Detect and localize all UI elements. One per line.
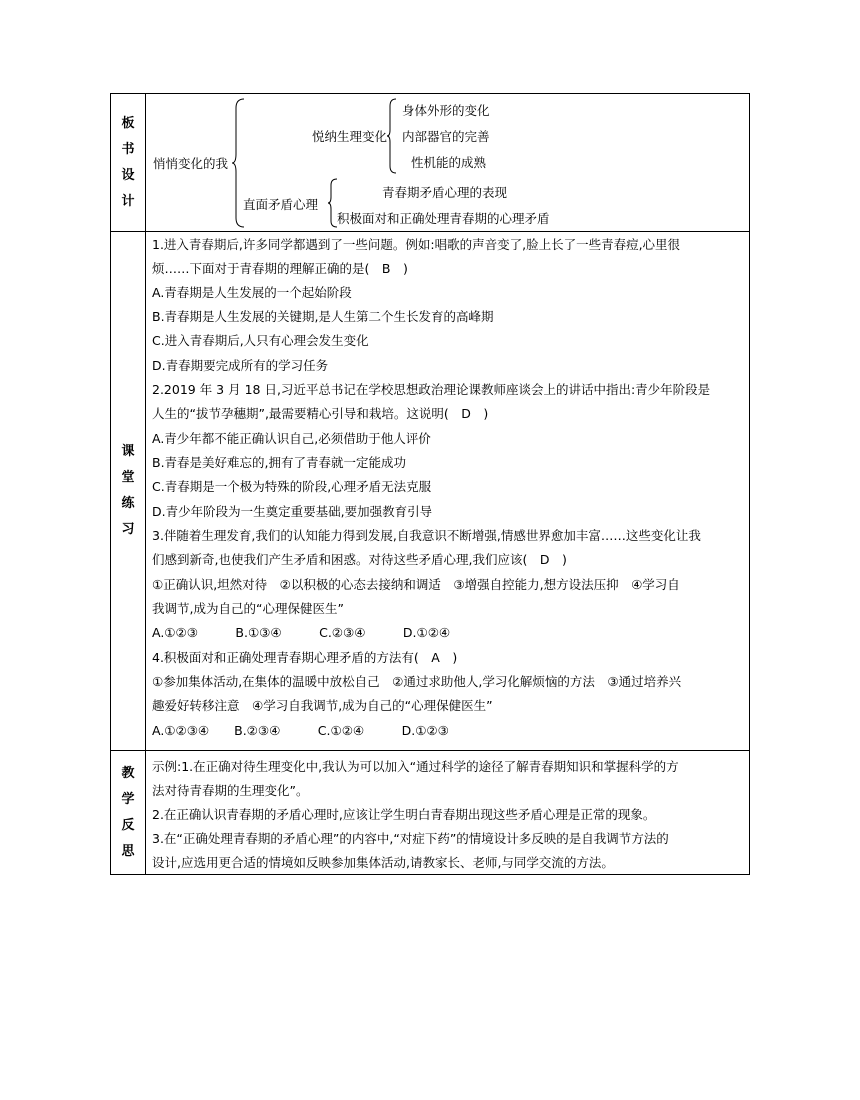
class-practice-row [111, 231, 749, 750]
practice-line: B.青春是美好难忘的,拥有了青春就一定能成功 [152, 455, 407, 470]
branch1-item: 身体外形的变化 [402, 103, 490, 118]
practice-line: ①参加集体活动,在集体的温暖中放松自己 ②通过求助他人,学习化解烦恼的方法 ③通过培养兴 [152, 674, 682, 689]
practice-line: A.①②③④ B.②③④ C.①②④ D.①②③ [152, 723, 449, 738]
practice-line: 们感到新奇,也使我们产生矛盾和困惑。对待这些矛盾心理,我们应该( D ) [152, 552, 567, 567]
lesson-table [110, 93, 750, 875]
header-char: 教 [121, 765, 135, 781]
header-char: 板 [121, 115, 135, 131]
header-char: 书 [121, 141, 135, 157]
branch-psychological: 直面矛盾心理 [243, 197, 319, 212]
practice-line: A.青少年都不能正确认识自己,必须借助于他人评价 [152, 431, 431, 446]
practice-line: 人生的“拔节孕穗期”,最需要精心引导和栽培。这说明( D ) [152, 406, 489, 421]
branch1-item: 内部器官的完善 [402, 129, 490, 144]
practice-line: A.青春期是人生发展的一个起始阶段 [152, 285, 352, 300]
header-char: 堂 [121, 470, 135, 485]
teaching-reflection-row [111, 750, 749, 874]
branch2-item: 积极面对和正确处理青春期的心理矛盾 [337, 211, 550, 226]
practice-line: 烦……下面对于青春期的理解正确的是( B ) [152, 261, 408, 276]
practice-line: 趣爱好转移注意 ④学习自我调节,成为自己的“心理保健医生” [152, 698, 493, 713]
branch2-item: 青春期矛盾心理的表现 [382, 185, 508, 200]
practice-line: 4.积极面对和正确处理青春期心理矛盾的方法有( A ) [152, 650, 458, 665]
reflection-line: 设计,应选用更合适的情境如反映参加集体活动,请教家长、老师,与同学交流的方法。 [152, 855, 614, 870]
board-design-content [146, 94, 749, 231]
practice-line: C.青春期是一个极为特殊的阶段,心理矛盾无法克服 [152, 479, 432, 494]
header-char: 练 [121, 496, 135, 511]
board-design-row [111, 94, 749, 231]
header-char: 反 [121, 817, 135, 833]
teaching-reflection-header [111, 751, 146, 874]
reflection-line: 3.在“正确处理青春期的矛盾心理”的内容中,“对症下药”的情境设计多反映的是自我调节方法的 [152, 831, 669, 846]
header-char: 思 [121, 843, 135, 859]
class-practice-header [111, 232, 146, 750]
board-design-header [111, 94, 146, 231]
header-char: 学 [121, 791, 135, 807]
branch-physiological: 悦纳生理变化 [312, 129, 388, 144]
practice-line: C.进入青春期后,人只有心理会发生变化 [152, 333, 369, 348]
header-char: 设 [121, 167, 135, 183]
reflection-line: 法对待青春期的生理变化”。 [152, 783, 309, 798]
reflection-line: 2.在正确认识青春期的矛盾心理时,应该让学生明白青春期出现这些矛盾心理是正常的现象。 [152, 807, 656, 822]
practice-line: 我调节,成为自己的“心理保健医生” [152, 601, 344, 616]
practice-line: D.青春期要完成所有的学习任务 [152, 358, 329, 373]
practice-line: 1.进入青春期后,许多同学都遇到了一些问题。例如:唱歌的声音变了,脸上长了一些青春痘,心里很 [152, 237, 681, 252]
header-char: 课 [121, 444, 135, 459]
branch1-brace [387, 98, 397, 174]
board-root: 悄悄变化的我 [153, 156, 229, 171]
branch1-item: 性机能的成熟 [411, 155, 487, 170]
header-char: 习 [121, 522, 135, 537]
practice-line: ①正确认识,坦然对待 ②以积极的心态去接纳和调适 ③增强自控能力,想方设法压抑 ④学习自 [152, 577, 680, 592]
practice-line: A.①②③ B.①③④ C.②③④ D.①②④ [152, 625, 451, 640]
practice-line: 3.伴随着生理发育,我们的认知能力得到发展,自我意识不断增强,情感世界愈加丰富……这些变化让我 [152, 528, 701, 543]
reflection-line: 示例:1.在正确对待生理变化中,我认为可以加入“通过科学的途径了解青春期知识和掌握科学的方 [152, 759, 679, 774]
teaching-reflection-content [146, 751, 749, 874]
practice-line: D.青少年阶段为一生奠定重要基础,要加强教育引导 [152, 504, 433, 519]
practice-line: 2.2019 年 3 月 18 日,习近平总书记在学校思想政治理论课教师座谈会上的讲话中指出:青少年阶段是 [152, 382, 711, 397]
header-char: 计 [121, 193, 135, 209]
class-practice-content [146, 232, 749, 750]
practice-line: B.青春期是人生发展的关键期,是人生第二个生长发育的高峰期 [152, 309, 494, 324]
